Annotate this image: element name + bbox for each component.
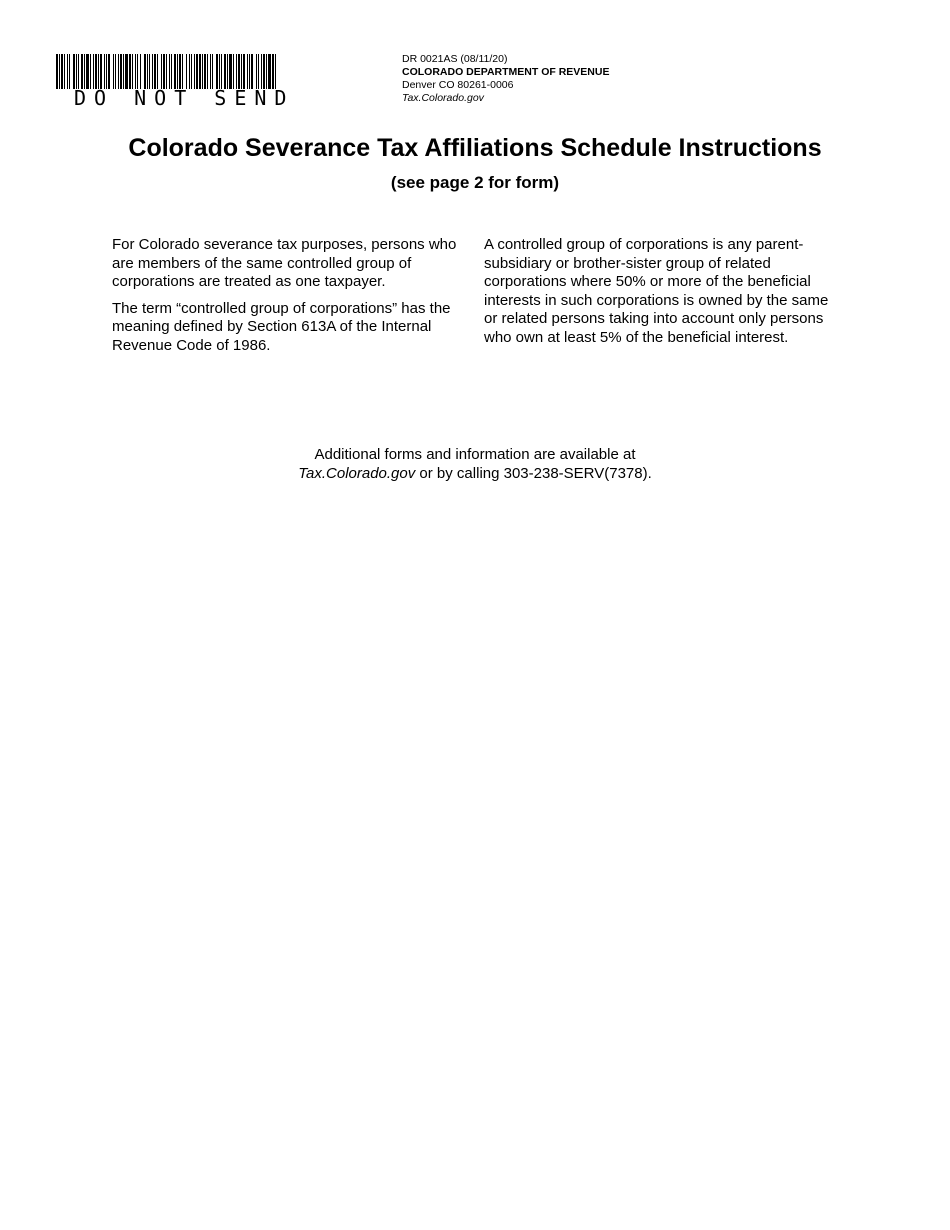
barcode-bar (73, 54, 75, 89)
barcode-bar (149, 54, 150, 89)
barcode-bar (115, 54, 116, 89)
barcode-bar (106, 54, 107, 89)
barcode-bar (120, 54, 122, 89)
barcode-bars (56, 54, 278, 89)
department-address: Denver CO 80261-0006 (402, 79, 514, 91)
barcode-bar (216, 54, 218, 89)
barcode-bar (81, 54, 83, 89)
barcode-bar (137, 54, 138, 89)
barcode-bar (144, 54, 146, 89)
barcode-bar (147, 54, 148, 89)
barcode-bar (189, 54, 190, 89)
barcode-bar (236, 54, 237, 89)
barcode-bar (95, 54, 97, 89)
barcode-bar (247, 54, 248, 89)
barcode-bar (238, 54, 240, 89)
barcode-bar (169, 54, 170, 89)
barcode-bar (78, 54, 79, 89)
barcode-bar (202, 54, 203, 89)
barcode-bar (212, 54, 213, 89)
barcode-bar (249, 54, 250, 89)
barcode-bar (227, 54, 228, 89)
footer-website-link[interactable]: Tax.Colorado.gov (298, 465, 416, 482)
barcode-bar (194, 54, 195, 89)
department-website: Tax.Colorado.gov (402, 92, 484, 104)
footer-line-1: Additional forms and information are available at (314, 446, 636, 463)
barcode-bar (108, 54, 110, 89)
barcode-bar (275, 54, 276, 89)
barcode-bar (152, 54, 153, 89)
barcode-bar (233, 54, 234, 89)
instructions-left-column (112, 236, 468, 364)
barcode-bar (125, 54, 128, 89)
barcode-bar (221, 54, 222, 89)
barcode-bar (93, 54, 94, 89)
barcode-bar (56, 54, 58, 89)
barcode-bar (86, 54, 89, 89)
barcode-bar (256, 54, 257, 89)
barcode-bar (179, 54, 181, 89)
barcode-bar (251, 54, 253, 89)
barcode-bar (90, 54, 91, 89)
barcode-bar (113, 54, 114, 89)
page-subtitle: (see page 2 for form) (390, 173, 560, 192)
barcode-bar (261, 54, 262, 89)
barcode-bar (129, 54, 131, 89)
barcode-bar (100, 54, 102, 89)
barcode-bar (272, 54, 274, 89)
paragraph-taxpayer-treatment: For Colorado severance tax purposes, persons who are members of the same controlled group of corporations are treated as one taxpayer. (112, 236, 457, 291)
barcode-bar (196, 54, 198, 89)
footer-line-2 (0, 464, 950, 483)
barcode-bar (241, 54, 242, 89)
barcode-bar (132, 54, 133, 89)
barcode-bar (186, 54, 187, 89)
barcode-bar (135, 54, 136, 89)
footer-phone-text: or by calling 303-238-SERV(7378). (415, 465, 652, 482)
barcode-bar (157, 54, 158, 89)
barcode-bar (258, 54, 259, 89)
form-number: DR 0021AS (08/11/20) (402, 53, 508, 65)
paragraph-controlled-group-explanation: A controlled group of corporations is any parent-subsidiary or brother-sister group of related corporations where 50% or more of the beneficial interests in such corporations is owned by the same or related persons taking into account only persons who own at least 5% of the beneficial interest. (484, 236, 829, 346)
barcode-bar (59, 54, 60, 89)
form-header-info (402, 53, 609, 105)
barcode-bar (171, 54, 172, 89)
barcode-bar (177, 54, 178, 89)
barcode-bar (224, 54, 226, 89)
barcode-bar (140, 54, 141, 89)
barcode (56, 54, 295, 110)
barcode-bar (166, 54, 167, 89)
paragraph-controlled-group-definition: The term “controlled group of corporations” has the meaning defined by Section 613A of the Internal Revenue Code of 1986. (112, 299, 451, 354)
barcode-bar (263, 54, 265, 89)
barcode-bar (118, 54, 119, 89)
barcode-bar (210, 54, 211, 89)
barcode-bar (154, 54, 156, 89)
barcode-bar (163, 54, 165, 89)
barcode-bar (266, 54, 267, 89)
barcode-bar (161, 54, 162, 89)
instructions-right-column (484, 236, 834, 356)
barcode-bar (268, 54, 271, 89)
barcode-bar (84, 54, 85, 89)
barcode-bar (204, 54, 206, 89)
barcode-bar (219, 54, 220, 89)
barcode-bar (67, 54, 68, 89)
barcode-bar (199, 54, 201, 89)
barcode-label: DO NOT SEND (74, 86, 295, 110)
department-name: COLORADO DEPARTMENT OF REVENUE (402, 66, 610, 78)
barcode-bar (69, 54, 70, 89)
barcode-bar (98, 54, 99, 89)
barcode-bar (207, 54, 208, 89)
barcode-bar (191, 54, 192, 89)
barcode-bar (76, 54, 77, 89)
barcode-bar (123, 54, 124, 89)
barcode-bar (182, 54, 183, 89)
footer-contact-info (0, 445, 950, 483)
barcode-bar (104, 54, 105, 89)
barcode-bar (64, 54, 65, 89)
barcode-bar (229, 54, 232, 89)
barcode-bar (174, 54, 176, 89)
barcode-bar (243, 54, 245, 89)
page-title: Colorado Severance Tax Affiliations Schedule Instructions (128, 134, 822, 162)
barcode-bar (61, 54, 63, 89)
